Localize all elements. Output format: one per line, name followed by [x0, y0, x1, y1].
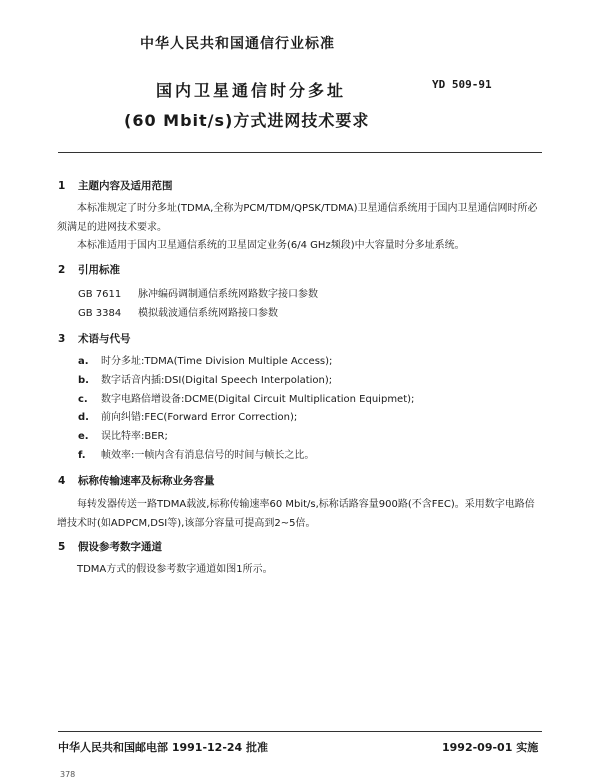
section-number: 5: [58, 541, 66, 553]
item-text: 时分多址:TDMA(Time Division Multiple Access);: [101, 356, 333, 367]
approval-statement: 中华人民共和国邮电部 1991-12-24 批准: [58, 741, 269, 754]
section-1-paragraph-1: 本标准规定了时分多址(TDMA,全称为PCM/TDM/QPSK/TDMA)卫星通信系统用于国内卫星通信网时所必须满足的进网技术要求。: [57, 203, 538, 233]
item-letter: f.: [78, 450, 86, 461]
item-letter: b.: [78, 375, 89, 386]
reference-standard-1: [78, 285, 318, 300]
section-number: 1: [58, 180, 66, 192]
document-title-line2: (60 Mbit/s)方式进网技术要求: [124, 111, 370, 130]
section-3-heading: [58, 331, 131, 346]
reference-title: 模拟载波通信系统网路接口参数: [138, 308, 278, 319]
section-number: 2: [58, 264, 66, 276]
term-item: [78, 390, 414, 405]
term-item: [78, 352, 332, 367]
section-title: 标称传输速率及标称业务容量: [78, 475, 215, 487]
item-letter: e.: [78, 431, 89, 442]
term-item: [78, 427, 168, 442]
item-letter: c.: [78, 394, 88, 405]
term-item: [78, 446, 314, 461]
section-number: 4: [58, 475, 66, 487]
section-4-paragraph: 每转发器传送一路TDMA载波,标称传输速率60 Mbit/s,标称话路容量900路(不含FEC)。采用数字电路倍增技术时(如ADPCM,DSI等),该部分容量可提高到2~5倍。: [57, 499, 535, 529]
section-number: 3: [58, 333, 66, 345]
item-text: 前向纠错:FEC(Forward Error Correction);: [101, 412, 298, 423]
section-1-paragraph-2: 本标准适用于国内卫星通信系统的卫星固定业务(6/4 GHz频段)中大容量时分多址系统。: [77, 240, 465, 251]
section-title: 主题内容及适用范围: [78, 180, 173, 192]
item-text: 帧效率:一帧内含有消息信号的时间与帧长之比。: [101, 450, 315, 461]
section-title: 引用标准: [78, 264, 120, 276]
item-text: 误比特率:BER;: [101, 431, 168, 442]
item-text: 数字电路倍增设备:DCME(Digital Circuit Multiplication Equipmet);: [101, 394, 415, 405]
section-2-heading: [58, 262, 120, 277]
item-text: 数字话音内插:DSI(Digital Speech Interpolation);: [101, 375, 333, 386]
page-number: 378: [60, 770, 76, 779]
section-1-heading: [58, 178, 173, 193]
document-title-line1: 国内卫星通信时分多址: [156, 81, 347, 100]
header-divider: [58, 152, 542, 153]
implementation-date: 1992-09-01 实施: [442, 741, 539, 754]
term-item: [78, 371, 332, 386]
footer-divider: [58, 731, 542, 732]
section-title: 术语与代号: [78, 333, 131, 345]
section-5-paragraph: TDMA方式的假设参考数字通道如图1所示。: [77, 564, 273, 575]
reference-title: 脉冲编码调制通信系统网路数字接口参数: [138, 289, 318, 300]
reference-code: GB 7611: [78, 289, 122, 300]
section-title: 假设参考数字通道: [78, 541, 162, 553]
term-item: [78, 408, 297, 423]
item-letter: d.: [78, 412, 89, 423]
reference-standard-2: [78, 304, 278, 319]
reference-code: GB 3384: [78, 308, 122, 319]
issuing-organization: 中华人民共和国通信行业标准: [140, 36, 335, 52]
document-number: YD 509-91: [432, 78, 492, 91]
section-4-heading: [58, 473, 215, 488]
item-letter: a.: [78, 356, 89, 367]
section-5-heading: [58, 539, 162, 554]
